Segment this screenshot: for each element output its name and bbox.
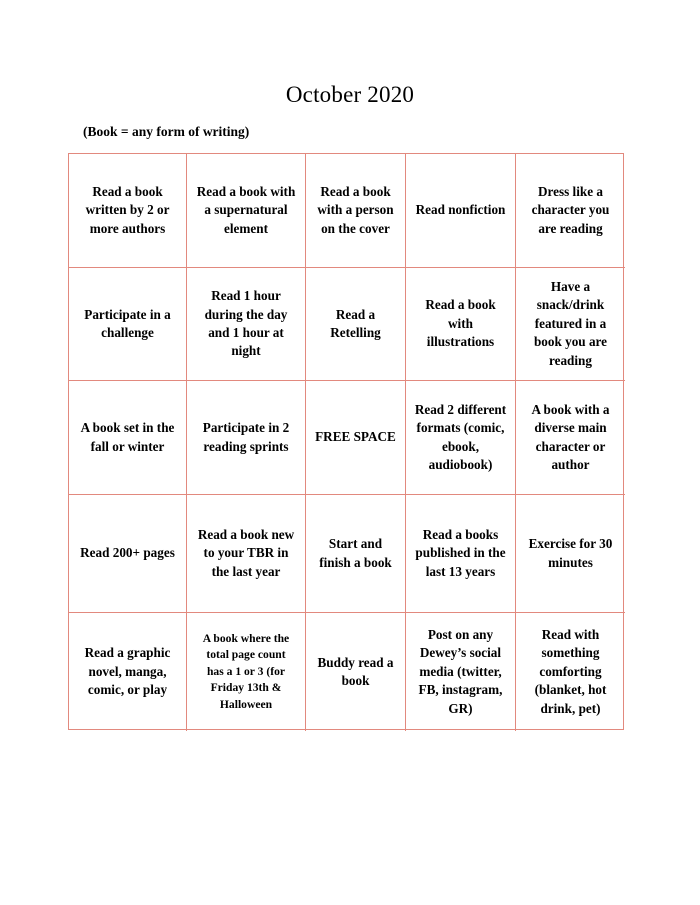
bingo-cell-r5-c5: Read with something comforting (blanket, hot drink, pet)	[534, 626, 607, 716]
bingo-cell-r5-c4: Post on any Dewey’s social media (twitter, FB, instagram, GR)	[406, 613, 516, 731]
bingo-cell-r4-c3: Start and finish a book	[306, 495, 406, 613]
bingo-cell-r4-c2: Read a book new to your TBR in the last year	[187, 495, 306, 613]
bingo-cell-r5-c2: A book where the total page count has a 1 or 3 (for Friday 13th & Halloween	[187, 613, 306, 731]
bingo-cell-r5-c3: Buddy read a book	[306, 613, 406, 731]
page-title: October 2020	[285, 82, 415, 107]
bingo-cell-r3-c5: A book with a diverse main character or author	[516, 381, 625, 495]
bingo-cell-r2-c3: Read a Retelling	[306, 268, 406, 381]
bingo-cell-r1-c4: Read nonfiction	[406, 154, 516, 268]
bingo-cell-r4-c5: Exercise for 30 minutes	[516, 495, 625, 613]
bingo-cell-r2-c5: Have a snack/drink featured in a book you are reading	[516, 268, 625, 381]
bingo-free-space: FREE SPACE	[306, 381, 406, 495]
bingo-cell-r3-c2: Participate in 2 reading sprints	[187, 381, 306, 495]
page-subtitle: (Book = any form of writing)	[83, 124, 250, 139]
bingo-cell-r1-c3: Read a book with a person on the cover	[306, 154, 406, 268]
bingo-cell-r1-c2: Read a book with a supernatural element	[187, 154, 306, 268]
bingo-grid	[68, 153, 624, 730]
bingo-cell-r3-c4: Read 2 different formats (comic, ebook, audiobook)	[406, 381, 516, 495]
bingo-cell-r4-c4: Read a books published in the last 13 years	[406, 495, 516, 613]
bingo-cell-r2-c1: Participate in a challenge	[69, 268, 187, 381]
bingo-cell-r4-c1: Read 200+ pages	[69, 495, 187, 613]
bingo-cell-r5-c1: Read a graphic novel, manga, comic, or play	[69, 613, 187, 731]
bingo-cell-r1-c5: Dress like a character you are reading	[516, 154, 625, 268]
bingo-cell-r3-c1: A book set in the fall or winter	[69, 381, 187, 495]
bingo-cell-r2-c4: Read a book with illustrations	[406, 268, 516, 381]
bingo-cell-r2-c2: Read 1 hour during the day and 1 hour at night	[187, 268, 306, 381]
bingo-cell-r1-c1: Read a book written by 2 or more authors	[69, 154, 187, 268]
